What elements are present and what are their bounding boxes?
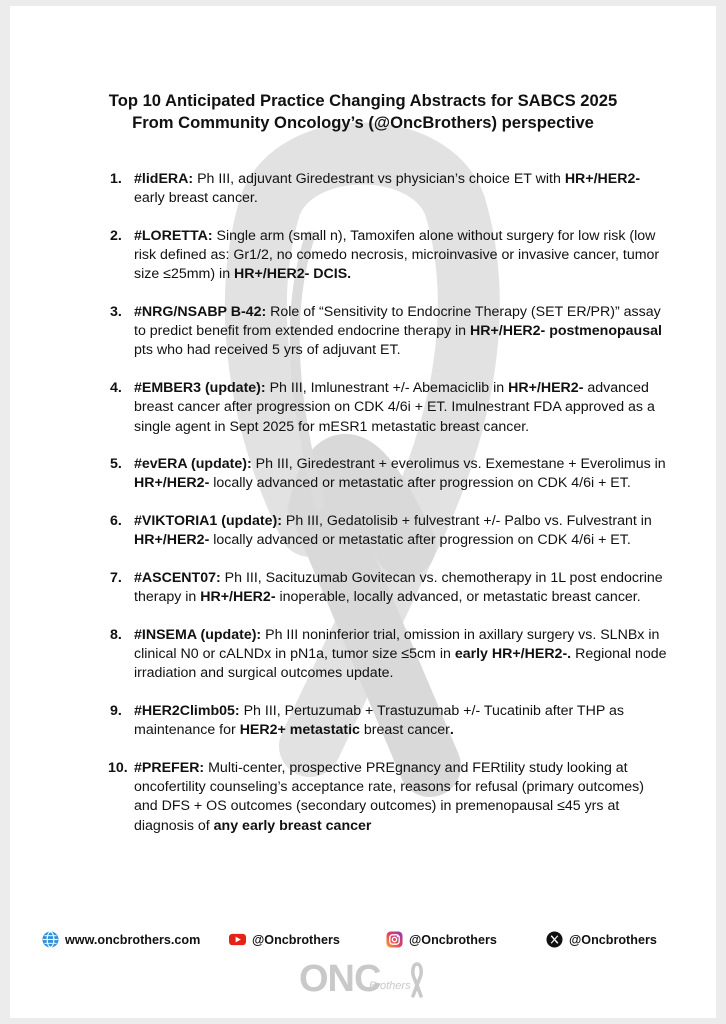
item-text: Role of “Sensitivity to Endocrine Therapy (SET ER/PR)” assay to predict benefit from extended endocrine therapy in xyxy=(134,304,661,340)
logo-ribbon-icon xyxy=(407,962,427,998)
item-text: Ph III, adjuvant Giredestrant vs physician’s choice ET with xyxy=(193,171,565,187)
item-bold-text: #NRG/NSABP B-42: xyxy=(134,304,267,321)
item-bold-text: #PREFER: xyxy=(134,759,205,776)
item-number: 8. xyxy=(110,626,122,643)
item-number: 10. xyxy=(108,759,128,776)
item-text: breast cancer xyxy=(359,722,450,739)
footer-social-bar xyxy=(10,931,716,957)
website-text: www.oncbrothers.com xyxy=(65,932,201,947)
page-title xyxy=(10,90,716,134)
logo-sub-text: Brothers xyxy=(369,980,411,992)
item-text: Ph III, Pertuzumab + Trastuzumab +/- Tucatinib after THP as maintenance for xyxy=(134,703,624,739)
item-number: 6. xyxy=(110,513,122,530)
youtube-handle: @Oncbrothers xyxy=(252,932,340,947)
x-twitter-icon xyxy=(546,931,563,948)
item-bold-text: #EMBER3 (update): xyxy=(134,380,266,397)
title-line-1: Top 10 Anticipated Practice Changing Abstracts for SABCS 2025 xyxy=(108,91,618,110)
item-bold-text: #INSEMA (update): xyxy=(134,626,262,643)
item-text: locally advanced or metastatic after progression on CDK 4/6i + ET. xyxy=(209,532,631,549)
item-bold-text: #ASCENT07: xyxy=(134,570,221,587)
item-text: Ph III, Sacituzumab Govitecan vs. chemotherapy in 1L post endocrine therapy in xyxy=(134,570,663,606)
logo-main-text: ONC xyxy=(299,958,381,1000)
item-text: inoperable, locally advanced, or metastatic breast cancer. xyxy=(275,589,641,606)
item-text: Ph III, Giredestrant + everolimus vs. Exemestane + Everolimus in xyxy=(251,456,666,473)
item-number: 5. xyxy=(110,456,122,473)
item-text: Ph III noninferior trial, omission in axillary surgery vs. SLNBx in clinical N0 or cALNDx in pN1a, tumor size ≤5cm in xyxy=(134,626,660,663)
abstract-item xyxy=(108,569,668,607)
website-link[interactable] xyxy=(42,931,200,948)
abstract-item xyxy=(108,227,668,285)
item-bold-text: #evERA (update): xyxy=(134,456,252,473)
item-bold-text: any early breast cancer xyxy=(213,817,372,834)
instagram-icon xyxy=(386,931,403,948)
abstract-item xyxy=(108,379,668,437)
youtube-icon xyxy=(229,931,246,948)
item-text: Single arm (small n), Tamoxifen alone without surgery for low risk (low risk defined as: Gr1/2, no comedo necrosis, microinvasive or invasive cancer, tumor size ≤25mm) in xyxy=(134,227,660,283)
item-bold-text: HR+/HER2- DCIS. xyxy=(234,266,352,283)
abstract-list xyxy=(108,170,668,854)
item-text: early breast cancer. xyxy=(134,190,258,207)
item-text: advanced breast cancer after progression on CDK 4/6i + ET. Imulnestrant FDA approved as a single agent in Sept 2025 for mESR1 metastatic breast cancer. xyxy=(134,380,655,435)
abstract-item xyxy=(108,512,668,550)
title-line-2: From Community Oncology’s (@OncBrothers) perspective xyxy=(132,113,594,132)
item-number: 4. xyxy=(110,380,122,397)
x-link[interactable] xyxy=(546,931,657,948)
item-bold-text: HR+/HER2- xyxy=(564,171,641,187)
item-text: Multi-center, prospective PREgnancy and FERtility study looking at oncofertility counseling’s acceptance rate, reasons for refusal (primary outcomes) and DFS + OS outcomes (secondary outcomes) in premenopausal ≤45 yrs at diagnosis of xyxy=(134,759,644,834)
item-bold-text: HR+/HER2- xyxy=(134,475,210,492)
x-handle: @Oncbrothers xyxy=(569,932,657,947)
abstract-item xyxy=(108,170,668,208)
abstract-item xyxy=(108,455,668,493)
item-bold-text: HR+/HER2- postmenopausal xyxy=(469,323,662,340)
globe-icon xyxy=(42,931,59,948)
item-number: 1. xyxy=(110,171,122,187)
item-bold-text: #HER2Climb05: xyxy=(134,703,240,720)
item-text: Ph III, Gedatolisib + fulvestrant +/- Palbo vs. Fulvestrant in xyxy=(281,513,652,530)
item-number: 7. xyxy=(110,570,122,587)
instagram-handle: @Oncbrothers xyxy=(409,932,497,947)
youtube-link[interactable] xyxy=(229,931,340,948)
item-bold-text: HR+/HER2- xyxy=(508,380,584,397)
item-text: Ph III, Imlunestrant +/- Abemaciclib in xyxy=(265,380,509,397)
abstract-item xyxy=(108,702,668,740)
item-bold-text: HR+/HER2- xyxy=(200,589,276,606)
item-bold-text: HER2+ metastatic xyxy=(239,722,360,739)
item-text: pts who had received 5 yrs of adjuvant ET. xyxy=(134,342,401,359)
abstract-item xyxy=(108,303,668,361)
item-bold-text: HR+/HER2- xyxy=(134,532,210,549)
item-bold-text: . xyxy=(449,722,454,739)
item-bold-text: #LORETTA: xyxy=(134,227,213,244)
abstract-item xyxy=(108,759,668,836)
item-bold-text: #lidERA: xyxy=(134,171,194,187)
item-text: locally advanced or metastatic after progression on CDK 4/6i + ET. xyxy=(209,475,631,492)
document-page xyxy=(10,6,716,1018)
item-number: 9. xyxy=(110,703,122,720)
oncbrothers-logo xyxy=(299,958,429,1006)
item-text: Regional node irradiation and surgical outcomes update. xyxy=(134,646,667,682)
item-number: 2. xyxy=(110,227,122,244)
item-bold-text: #VIKTORIA1 (update): xyxy=(134,513,282,530)
item-bold-text: early HR+/HER2-. xyxy=(454,646,572,663)
item-number: 3. xyxy=(110,304,122,321)
abstract-item xyxy=(108,626,668,684)
instagram-link[interactable] xyxy=(386,931,497,948)
